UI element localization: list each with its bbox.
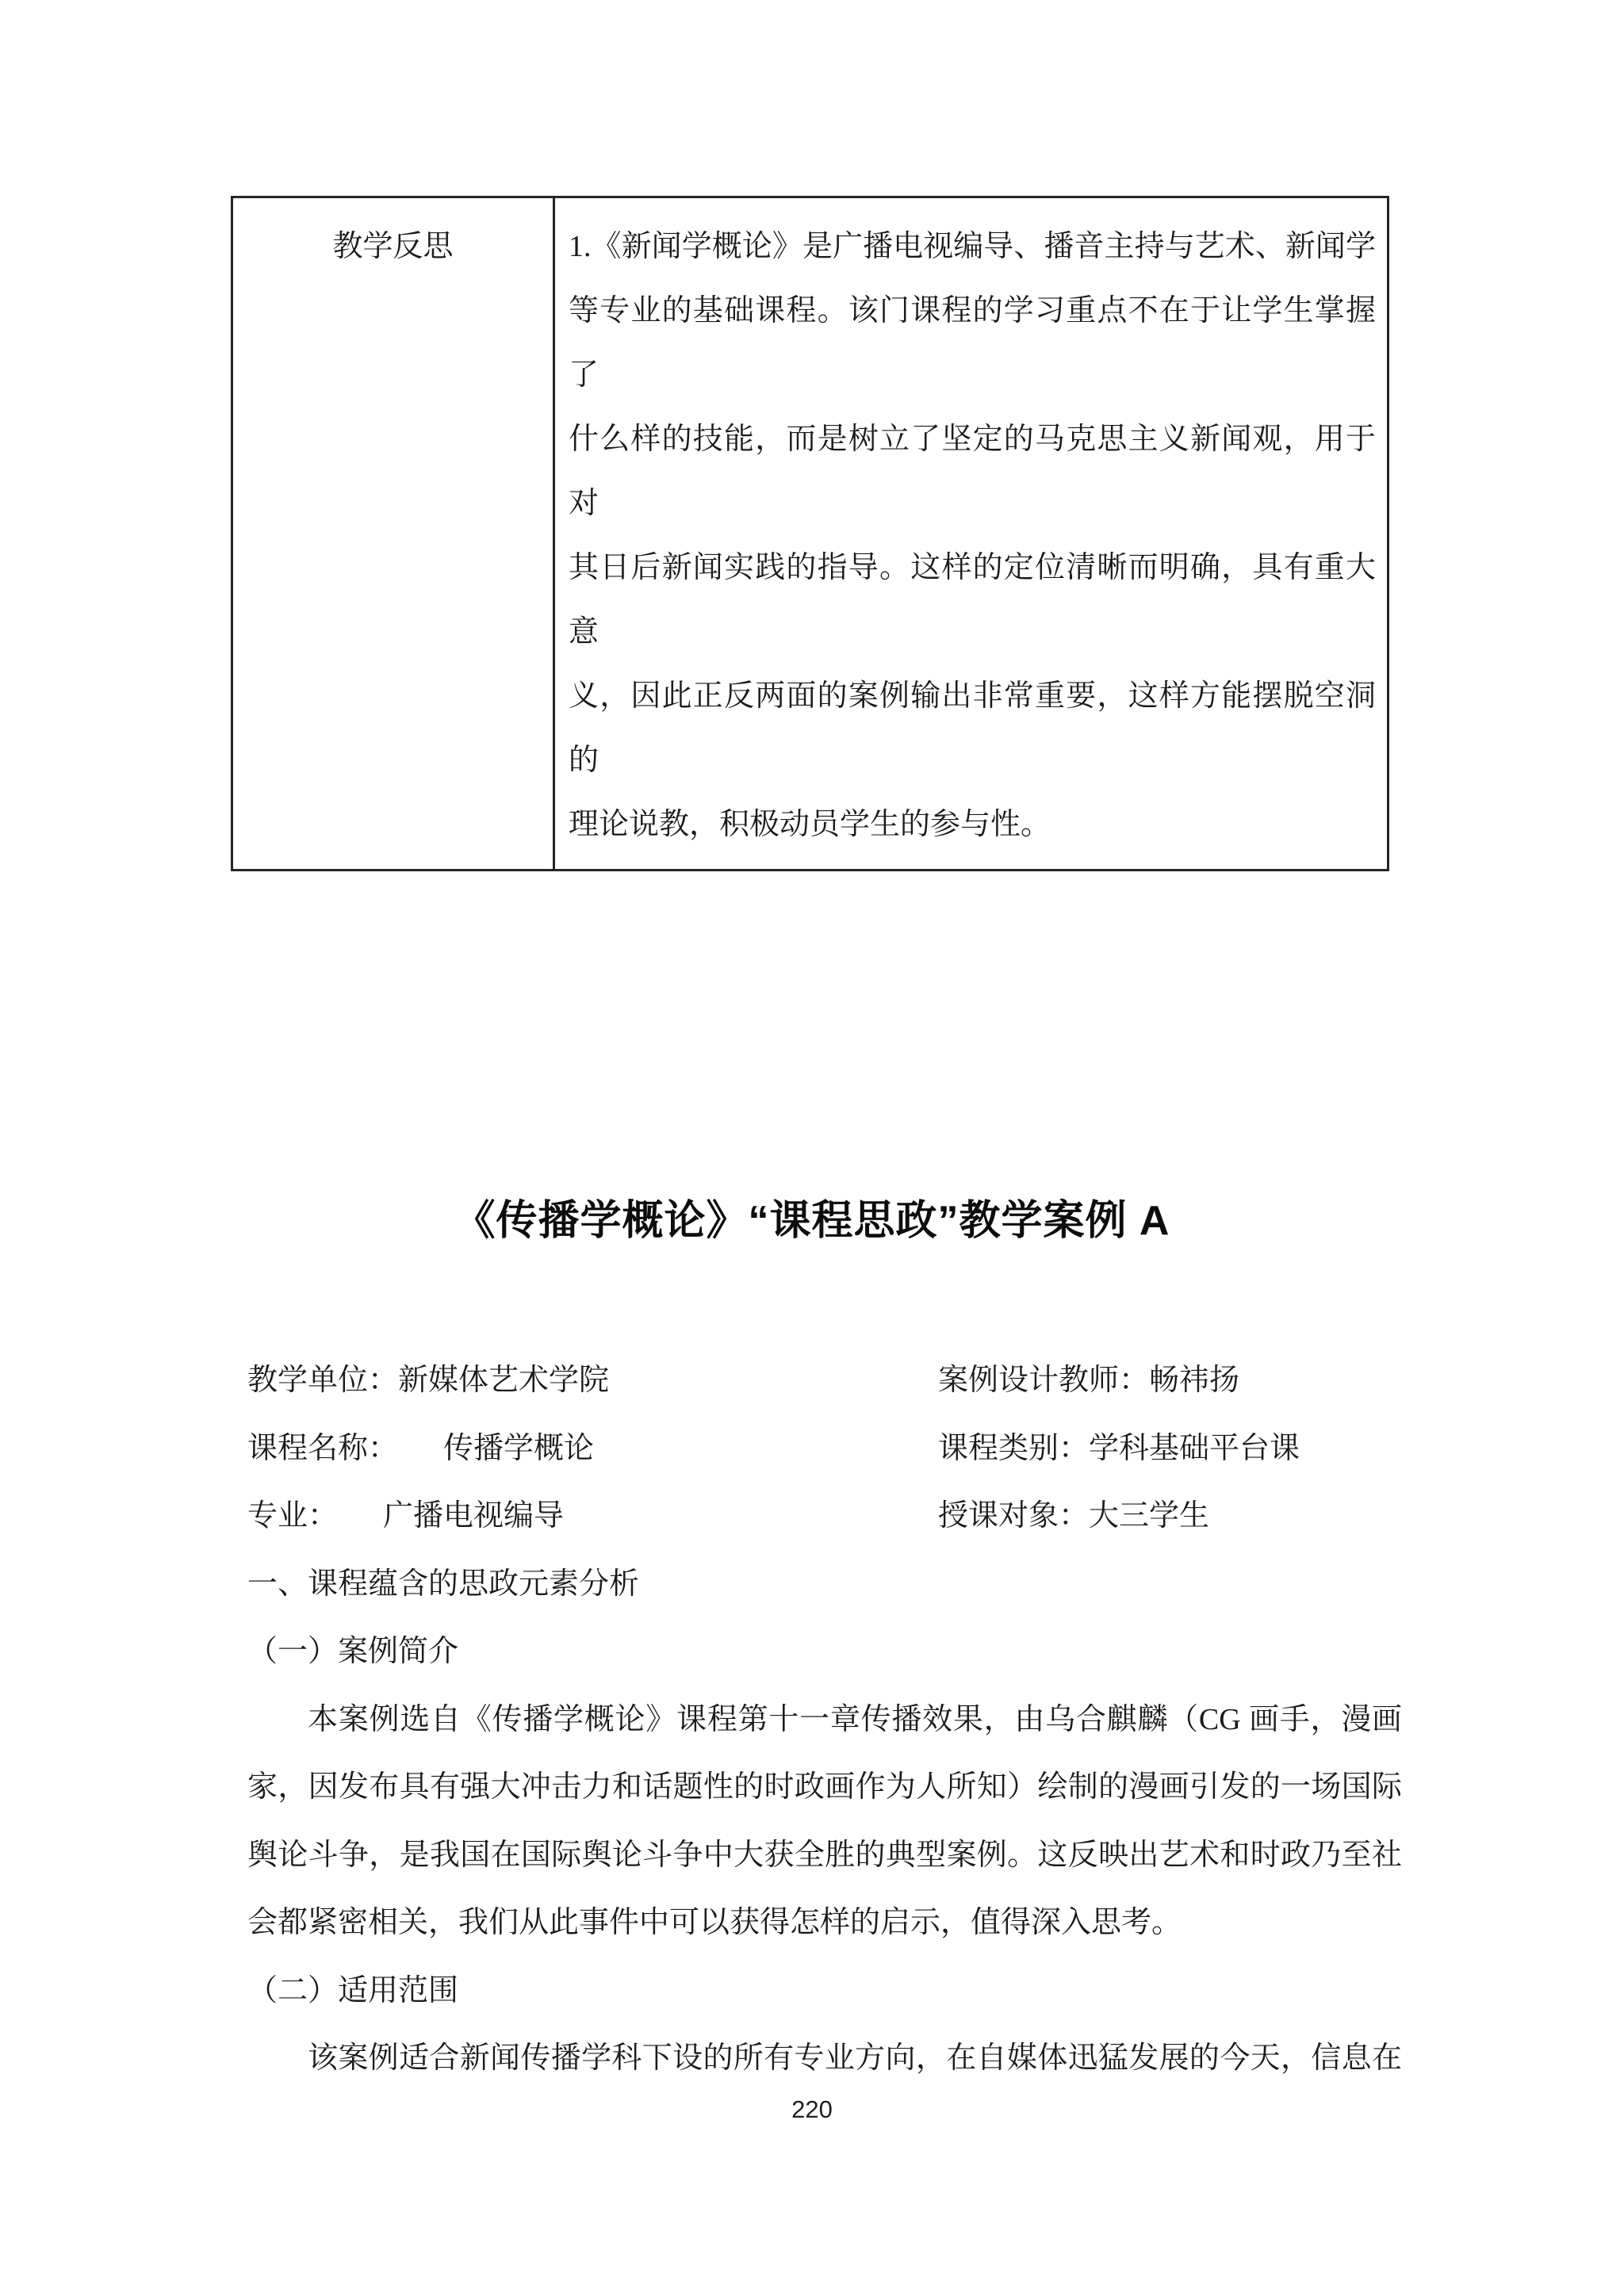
table-label-cell: 教学反思 (233, 198, 555, 869)
page-number: 220 (791, 2095, 833, 2123)
case-intro-paragraph (247, 1686, 1402, 1957)
meta-right-text: 案例设计教师：畅祎扬 (938, 1364, 1240, 1397)
scope-paragraph (247, 2025, 1402, 2093)
text-line: 会都紧密相关，我们从此事件中可以获得怎样的启示，值得深入思考。 (247, 1906, 1182, 1939)
meta-row (247, 1483, 1402, 1551)
section-heading-ideological-elements: 一、课程蕴含的思政元素分析 (247, 1567, 640, 1601)
subsection-heading-scope: （二）适用范围 (247, 1973, 459, 2007)
subsection-heading-case-intro: （一）案例简介 (247, 1635, 459, 1668)
text-line: 什么样的技能，而是树立了坚定的马克思主义新闻观，用于对 (569, 423, 1376, 520)
text-line: 舆论斗争，是我国在国际舆论斗争中大获全胜的典型案例。这反映出艺术和时政乃至社 (247, 1838, 1402, 1872)
meta-left-text: 专业： 广播电视编导 (247, 1499, 565, 1533)
text-line: 1.《新闻学概论》是广播电视编导、播音主持与艺术、新闻学 (569, 230, 1376, 263)
case-body (247, 1347, 1402, 2093)
table-content-cell (555, 198, 1387, 869)
meta-row (247, 1347, 1402, 1415)
meta-right-text: 授课对象：大三学生 (938, 1499, 1210, 1533)
text-line: 义，因此正反两面的案例输出非常重要，这样方能摆脱空洞的 (569, 679, 1376, 777)
meta-left-text: 课程名称： 传播学概论 (247, 1431, 595, 1465)
text-line: 理论说教，积极动员学生的参与性。 (569, 808, 1051, 841)
case-meta (247, 1347, 1402, 1551)
text-line: 其日后新闻实践的指导。这样的定位清晰而明确，具有重大意 (569, 551, 1376, 649)
case-title: 《传播学概论》“课程思政”教学案例 A (454, 1198, 1170, 1244)
meta-row (247, 1415, 1402, 1483)
text-line: 等专业的基础课程。该门课程的学习重点不在于让学生掌握了 (569, 294, 1376, 392)
reflection-paragraph-1 (569, 215, 1376, 857)
text-line: 本案例选自《传播学概论》课程第十一章传播效果，由乌合麒麟（CG 画手，漫画 (308, 1702, 1402, 1736)
meta-left-text: 教学单位：新媒体艺术学院 (247, 1364, 610, 1397)
teaching-reflection-table (231, 196, 1389, 871)
meta-right-text: 课程类别：学科基础平台课 (938, 1431, 1300, 1465)
text-line: 家，因发布具有强大冲击力和话题性的时政画作为人所知）绘制的漫画引发的一场国际 (247, 1770, 1402, 1804)
text-line: 该案例适合新闻传播学科下设的所有专业方向，在自媒体迅猛发展的今天，信息在 (308, 2042, 1402, 2075)
